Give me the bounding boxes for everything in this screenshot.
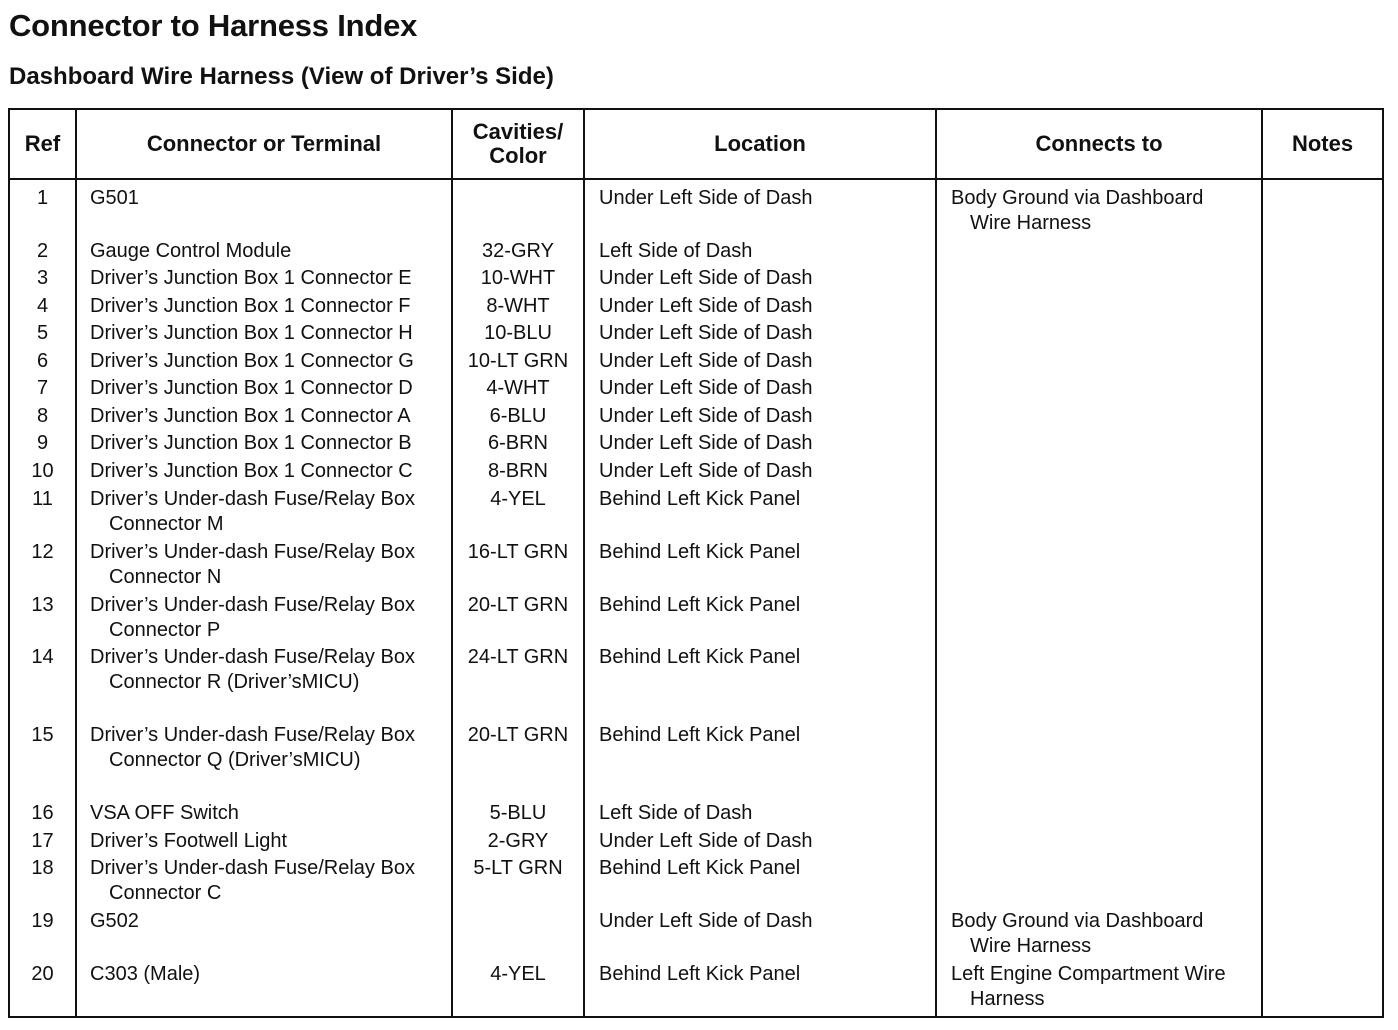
cell-line-1: Body Ground via Dashboard	[951, 910, 1204, 932]
cavities-cell: 2-GRY	[487, 830, 549, 852]
connector-cell	[90, 404, 450, 429]
cavities-cell: 10-LT GRN	[467, 350, 569, 372]
header-connector: Connector or Terminal	[146, 131, 382, 156]
ref-cell: 3	[36, 267, 49, 289]
connector-cell	[90, 909, 450, 934]
header-ref: Ref	[24, 131, 61, 156]
location-cell: Left Side of Dash	[599, 802, 753, 824]
header-cavities	[453, 110, 583, 178]
cell-line-2: Wire Harness	[970, 212, 1092, 234]
ref-cell: 15	[31, 724, 54, 746]
cavities-cell: 6-BLU	[489, 405, 547, 427]
cell-line-1: Driver’s Under-dash Fuse/Relay Box	[90, 646, 415, 668]
ref-cell: 10	[31, 460, 54, 482]
cell-line-1: Driver’s Junction Box 1 Connector A	[90, 405, 411, 427]
ref-cell: 7	[36, 377, 49, 399]
header-notes: Notes	[1291, 131, 1354, 156]
connector-cell	[90, 856, 450, 906]
cell-line-1: Driver’s Junction Box 1 Connector E	[90, 267, 412, 289]
location-cell: Under Left Side of Dash	[599, 830, 813, 852]
cell-line-1: G502	[90, 910, 139, 932]
cell-line-1: C303 (Male)	[90, 963, 201, 985]
cell-line-1: Gauge Control Module	[90, 240, 292, 262]
connector-cell	[90, 487, 450, 537]
header-divider	[10, 178, 1382, 180]
connector-cell	[90, 349, 450, 374]
cell-line-2: Connector R (Driver’sMICU)	[109, 671, 360, 693]
cell-line-1: Driver’s Under-dash Fuse/Relay Box	[90, 724, 415, 746]
ref-cell: 12	[31, 541, 54, 563]
ref-cell: 14	[31, 646, 54, 668]
ref-cell: 1	[36, 187, 49, 209]
location-cell: Behind Left Kick Panel	[599, 857, 801, 879]
column-divider	[935, 110, 937, 1016]
location-cell: Under Left Side of Dash	[599, 910, 813, 932]
cell-line-1: Body Ground via Dashboard	[951, 187, 1204, 209]
connector-cell	[90, 239, 450, 264]
location-cell: Under Left Side of Dash	[599, 267, 813, 289]
cell-line-2: Wire Harness	[970, 935, 1092, 957]
cell-line-2: Connector M	[109, 513, 224, 535]
ref-cell: 11	[32, 488, 53, 510]
connector-cell	[90, 962, 450, 987]
connects-to-cell	[951, 962, 1261, 1012]
cavities-cell: 16-LT GRN	[467, 541, 569, 563]
connector-cell	[90, 593, 450, 643]
cavities-cell: 20-LT GRN	[467, 724, 569, 746]
cell-line-1: Driver’s Junction Box 1 Connector C	[90, 460, 413, 482]
connector-cell	[90, 431, 450, 456]
column-divider	[583, 110, 585, 1016]
section-title: Dashboard Wire Harness (View of Driver’s Side)	[9, 63, 554, 90]
connector-cell	[90, 266, 450, 291]
header-connects-to: Connects to	[1035, 131, 1163, 156]
ref-cell: 20	[31, 963, 54, 985]
connector-index-table	[8, 108, 1384, 1018]
location-cell: Left Side of Dash	[599, 240, 753, 262]
ref-cell: 9	[36, 432, 49, 454]
cell-line-1: Driver’s Junction Box 1 Connector H	[90, 322, 413, 344]
cavities-cell: 24-LT GRN	[467, 646, 569, 668]
location-cell: Under Left Side of Dash	[599, 377, 813, 399]
cavities-cell: 5-BLU	[489, 802, 547, 824]
cell-line-1: Driver’s Under-dash Fuse/Relay Box	[90, 541, 415, 563]
cavities-cell: 4-YEL	[490, 488, 546, 510]
ref-cell: 13	[31, 594, 54, 616]
cell-line-2: Connector C	[109, 882, 222, 904]
location-cell: Under Left Side of Dash	[599, 405, 813, 427]
location-cell: Under Left Side of Dash	[599, 350, 813, 372]
location-cell: Under Left Side of Dash	[599, 432, 813, 454]
cavities-cell: 4-WHT	[486, 377, 550, 399]
page-title: Connector to Harness Index	[9, 8, 418, 43]
location-cell: Behind Left Kick Panel	[599, 488, 801, 510]
cell-line-1: Driver’s Under-dash Fuse/Relay Box	[90, 857, 415, 879]
cell-line-1: Driver’s Footwell Light	[90, 830, 288, 852]
connector-cell	[90, 186, 450, 211]
location-cell: Behind Left Kick Panel	[599, 646, 801, 668]
connector-cell	[90, 723, 450, 773]
cavities-cell: 6-BRN	[487, 432, 548, 454]
cell-line-2: Connector P	[109, 619, 221, 641]
ref-cell: 17	[31, 830, 54, 852]
location-cell: Behind Left Kick Panel	[599, 541, 801, 563]
cell-line-2: Connector Q (Driver’sMICU)	[109, 749, 361, 771]
cavities-cell: 10-BLU	[484, 322, 552, 344]
ref-cell: 5	[36, 322, 49, 344]
cavities-cell: 10-WHT	[480, 267, 556, 289]
column-divider	[1261, 110, 1263, 1016]
cell-line-1: Driver’s Junction Box 1 Connector B	[90, 432, 412, 454]
connector-cell	[90, 645, 450, 695]
ref-cell: 18	[31, 857, 54, 879]
header-cavities-line2: Color	[489, 143, 547, 168]
connector-cell	[90, 540, 450, 590]
header-cavities-line1: Cavities/	[472, 119, 564, 144]
cavities-cell: 5-LT GRN	[473, 857, 563, 879]
cell-line-1: Driver’s Junction Box 1 Connector F	[90, 295, 411, 317]
header-location: Location	[714, 131, 806, 156]
location-cell: Under Left Side of Dash	[599, 460, 813, 482]
ref-cell: 2	[36, 240, 49, 262]
cell-line-2: Connector N	[109, 566, 222, 588]
cavities-cell: 4-YEL	[490, 963, 546, 985]
cell-line-1: Left Engine Compartment Wire	[951, 963, 1226, 985]
cell-line-1: Driver’s Under-dash Fuse/Relay Box	[90, 594, 415, 616]
connects-to-cell	[951, 909, 1261, 959]
connector-cell	[90, 321, 450, 346]
cavities-cell: 8-BRN	[487, 460, 548, 482]
cell-line-1: Driver’s Junction Box 1 Connector G	[90, 350, 414, 372]
ref-cell: 19	[31, 910, 54, 932]
cell-line-1: G501	[90, 187, 139, 209]
cell-line-2: Harness	[970, 988, 1045, 1010]
connector-cell	[90, 801, 450, 826]
connector-cell	[90, 376, 450, 401]
location-cell: Behind Left Kick Panel	[599, 594, 801, 616]
connector-cell	[90, 294, 450, 319]
ref-cell: 8	[36, 405, 49, 427]
cell-line-1: Driver’s Under-dash Fuse/Relay Box	[90, 488, 415, 510]
cavities-cell: 32-GRY	[482, 240, 554, 262]
location-cell: Under Left Side of Dash	[599, 295, 813, 317]
cell-line-1: Driver’s Junction Box 1 Connector D	[90, 377, 413, 399]
connector-cell	[90, 829, 450, 854]
connector-cell	[90, 459, 450, 484]
ref-cell: 16	[31, 802, 54, 824]
column-divider	[75, 110, 77, 1016]
location-cell: Behind Left Kick Panel	[599, 963, 801, 985]
location-cell: Behind Left Kick Panel	[599, 724, 801, 746]
cavities-cell: 8-WHT	[486, 295, 550, 317]
connects-to-cell	[951, 186, 1261, 236]
cell-line-1: VSA OFF Switch	[90, 802, 239, 824]
location-cell: Under Left Side of Dash	[599, 322, 813, 344]
cavities-cell: 20-LT GRN	[467, 594, 569, 616]
location-cell: Under Left Side of Dash	[599, 187, 813, 209]
ref-cell: 6	[36, 350, 49, 372]
ref-cell: 4	[36, 295, 49, 317]
